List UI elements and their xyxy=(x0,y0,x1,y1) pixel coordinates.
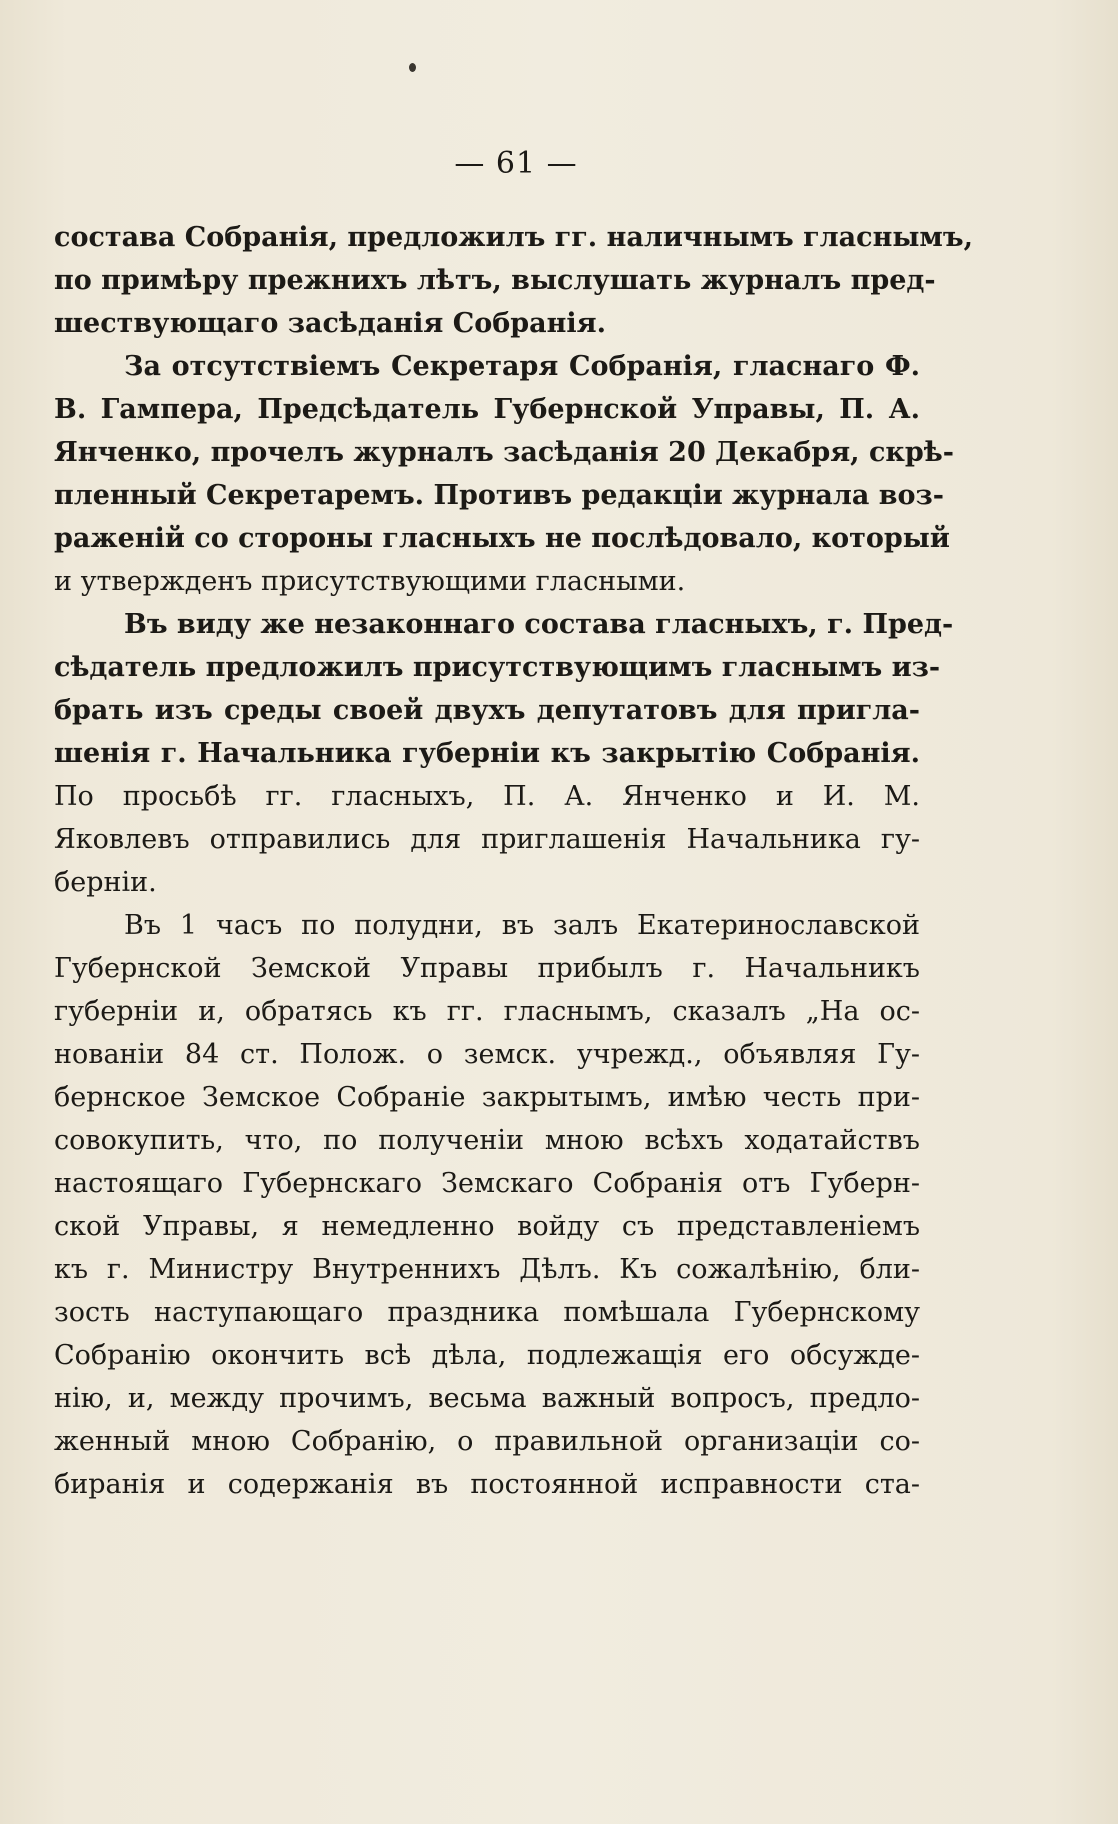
text-line: бернское Земское Собраніе закрытымъ, имѣю честь при- xyxy=(54,1082,920,1113)
text-line: состава Собранія, предложилъ гг. наличнымъ гласнымъ, xyxy=(54,222,973,253)
text-line: брать изъ среды своей двухъ депутатовъ для пригла- xyxy=(54,695,920,726)
text-line: зость наступающаго праздника помѣшала Губернскому xyxy=(54,1297,920,1328)
text-line: женный мною Собранію, о правильной организаціи со- xyxy=(54,1426,920,1457)
text-line: Янченко, прочелъ журналъ засѣданія 20 Декабря, скрѣ- xyxy=(54,437,954,468)
text-line: Собранію окончить всѣ дѣла, подлежащія его обсужде- xyxy=(54,1340,920,1371)
ink-dot-mark xyxy=(409,63,416,72)
text-line: Губернской Земской Управы прибылъ г. Начальникъ xyxy=(54,953,920,984)
text-line: В. Гампера, Предсѣдатель Губернской Управы, П. А. xyxy=(54,394,920,425)
text-line: совокупить, что, по полученіи мною всѣхъ ходатайствъ xyxy=(54,1125,920,1156)
text-line: По просьбѣ гг. гласныхъ, П. А. Янченко и И. М. xyxy=(54,781,920,812)
text-line: берніи. xyxy=(54,867,157,898)
text-line: ской Управы, я немедленно войду съ представленіемъ xyxy=(54,1211,920,1242)
text-line: шествующаго засѣданія Собранія. xyxy=(54,308,607,339)
text-line: пленный Секретаремъ. Противъ редакціи журнала воз- xyxy=(54,480,944,511)
body-text xyxy=(54,216,973,1506)
text-line: Въ виду же незаконнаго состава гласныхъ, г. Пред- xyxy=(124,609,954,640)
text-line: нію, и, между прочимъ, весьма важный вопросъ, предло- xyxy=(54,1383,920,1414)
text-line: настоящаго Губернскаго Земскаго Собранія отъ Губерн- xyxy=(54,1168,920,1199)
text-line: биранія и содержанія въ постоянной исправности ста- xyxy=(54,1469,920,1500)
text-line: по примѣру прежнихъ лѣтъ, выслушать журналъ пред- xyxy=(54,265,936,296)
text-line: сѣдатель предложилъ присутствующимъ гласнымъ из- xyxy=(54,652,941,683)
page-number: — 61 — xyxy=(454,146,578,181)
text-line: раженій со стороны гласныхъ не послѣдовало, который xyxy=(54,523,950,554)
text-line: нованіи 84 ст. Полож. о земск. учрежд., объявляя Гу- xyxy=(54,1039,920,1070)
text-line: Яковлевъ отправились для приглашенія Начальника гу- xyxy=(54,824,920,855)
text-line: За отсутствіемъ Секретаря Собранія, гласнаго Ф. xyxy=(124,351,920,382)
text-line: къ г. Министру Внутреннихъ Дѣлъ. Къ сожалѣнію, бли- xyxy=(54,1254,920,1285)
text-line: и утвержденъ присутствующими гласными. xyxy=(54,566,686,597)
text-line: губерніи и, обратясь къ гг. гласнымъ, сказалъ „На ос- xyxy=(54,996,920,1027)
text-line: шенія г. Начальника губерніи къ закрытію Собранія. xyxy=(54,738,920,769)
text-line: Въ 1 часъ по полудни, въ залъ Екатеринославской xyxy=(124,910,920,941)
